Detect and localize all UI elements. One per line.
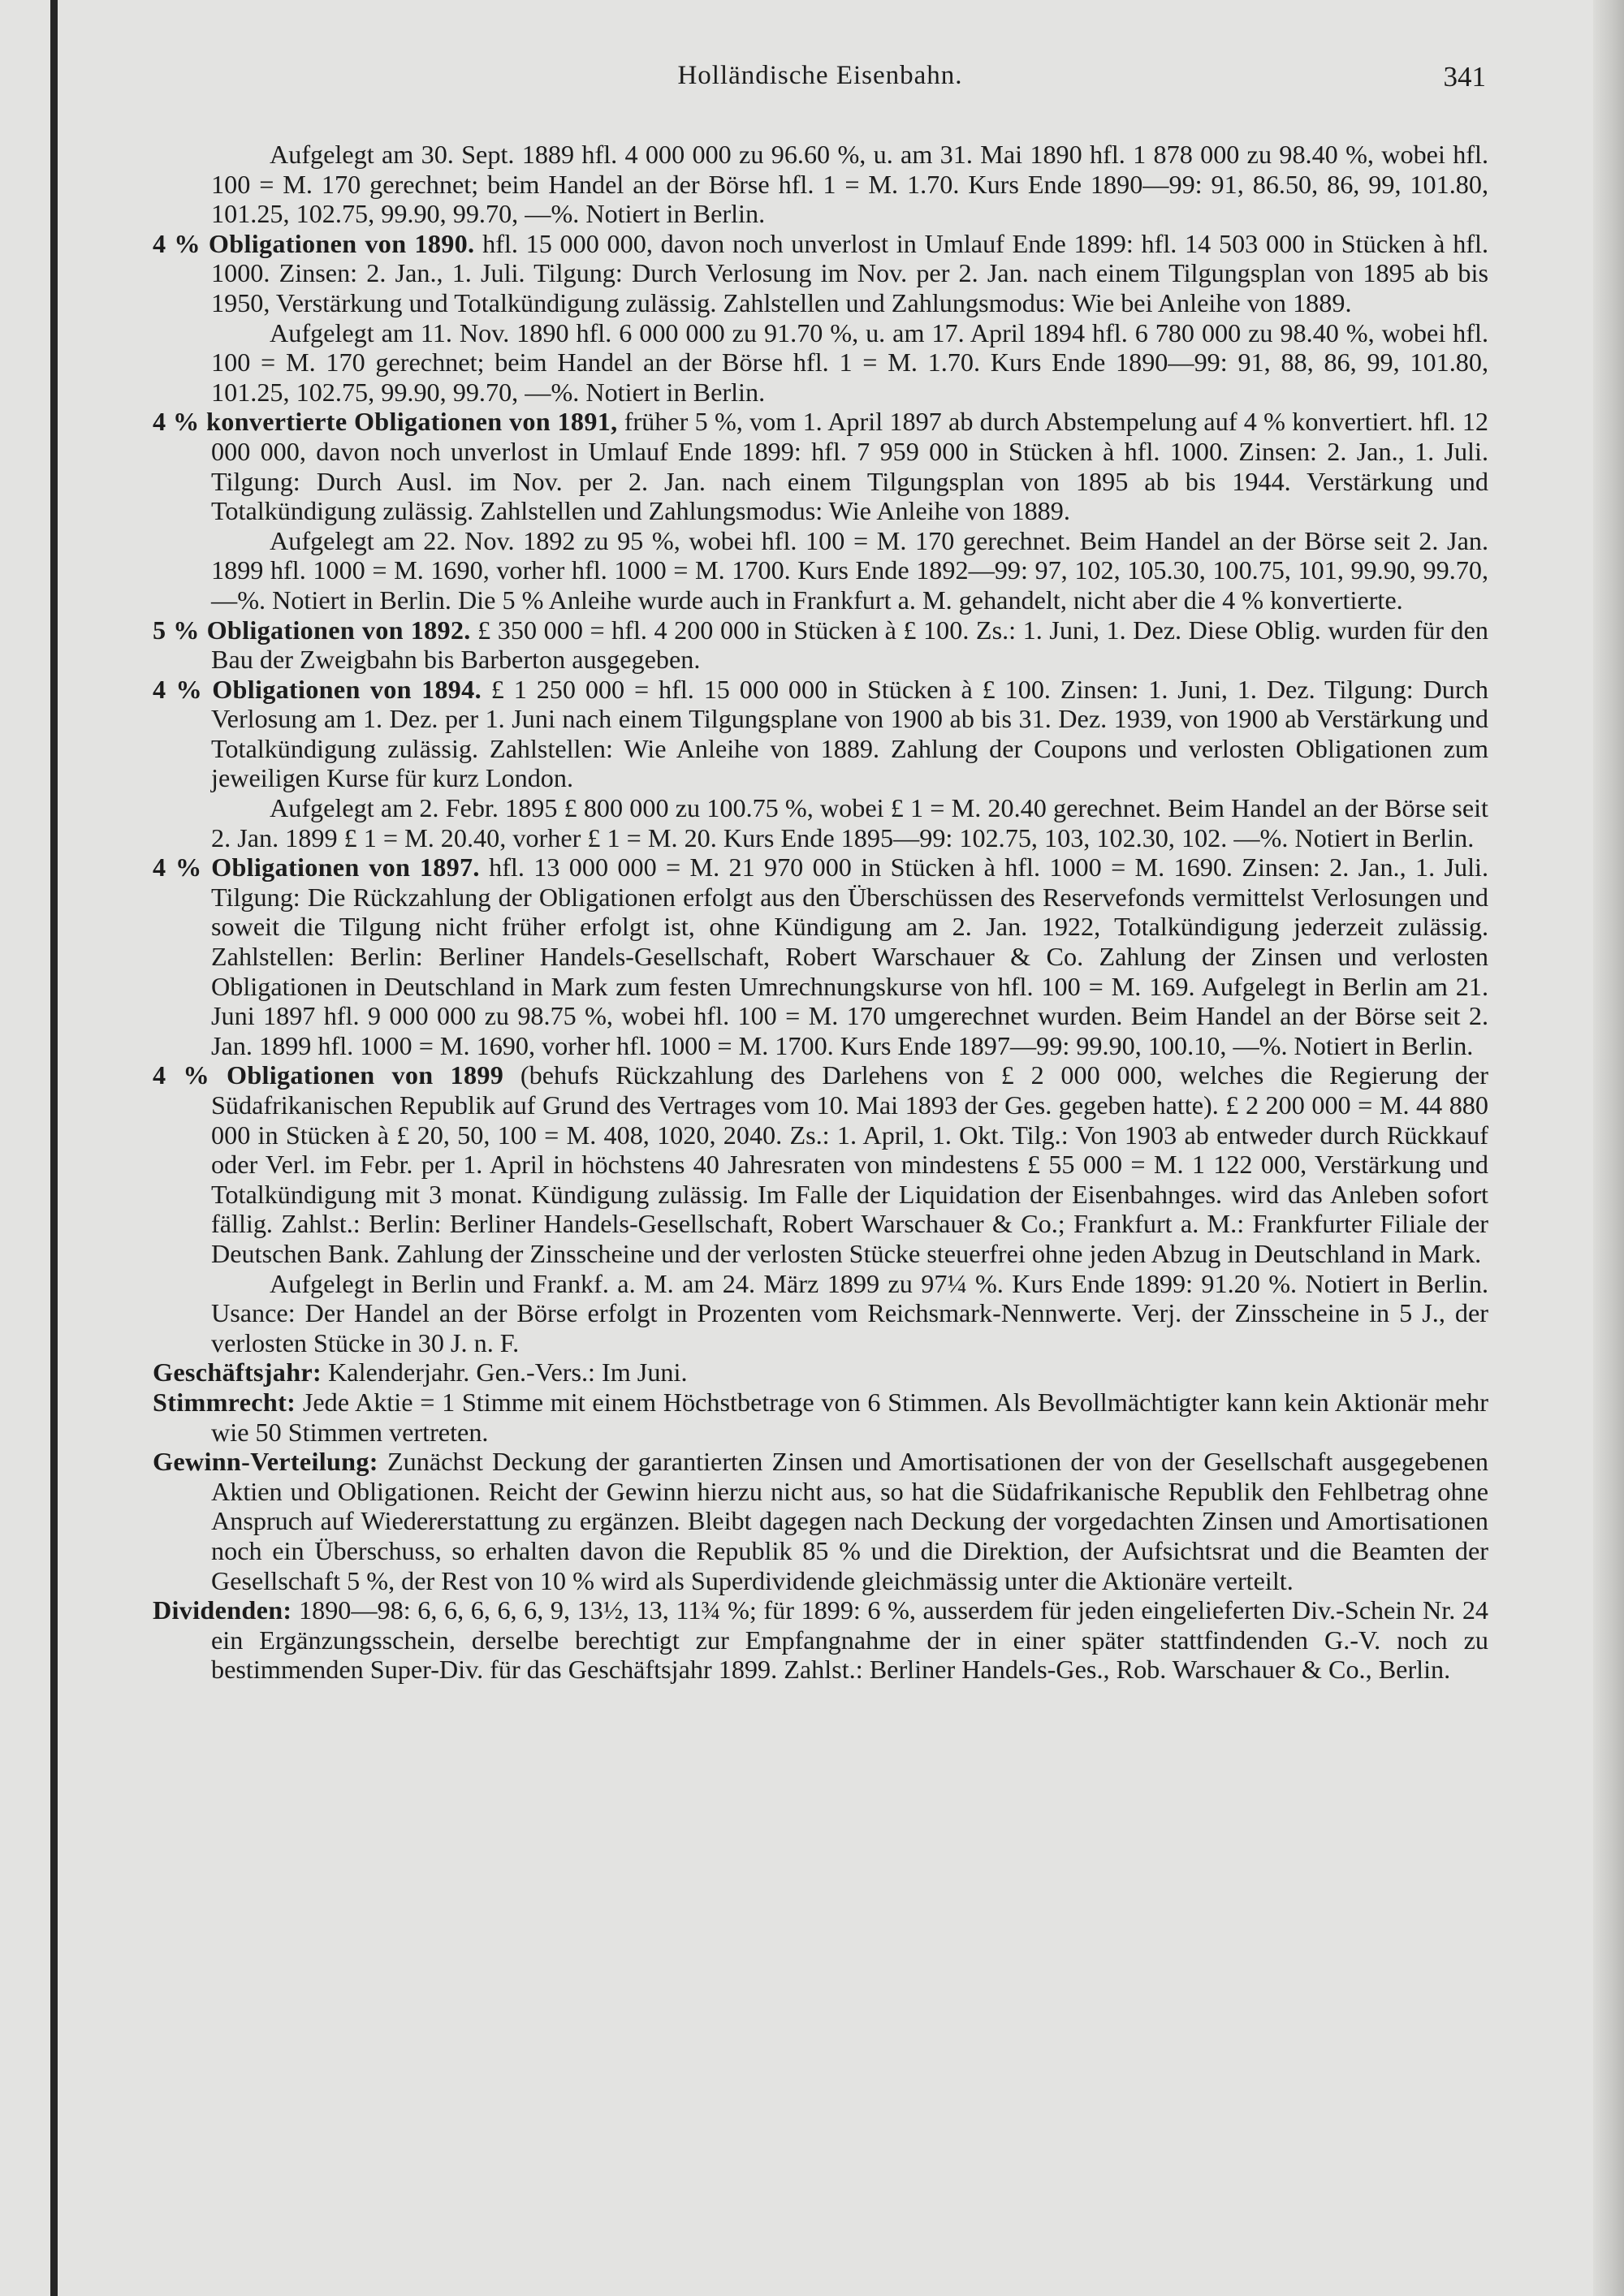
paragraph-text: Kalenderjahr. Gen.-Vers.: Im Juni. bbox=[328, 1357, 688, 1388]
bond-entry bbox=[153, 852, 1488, 1060]
paragraph bbox=[153, 1269, 1488, 1358]
paragraph bbox=[153, 793, 1488, 852]
paragraph-text: früher 5 %, vom 1. April 1897 ab durch Abstempelung auf 4 % konvertiert. hfl. 12 000 000, davon noch unverlost in Umlauf Ende 1899: hfl. 7 959 000 in Stücken à hfl. 1000. Zinsen: 2. Jan., 1. Juli. Tilgung: Durch Ausl. im Nov. per 2. Jan. nach einem Tilgungsplan von 1895 ab bis 1944. Verstärkung und Totalkündigung zulässig. Zahlstellen und Zahlungsmodus: Wie Anleihe von 1889. bbox=[211, 407, 1488, 526]
paragraph bbox=[153, 140, 1488, 229]
entry-heading: 4 % Obligationen von 1899 bbox=[153, 1060, 504, 1090]
bond-entry bbox=[153, 407, 1488, 525]
section-paragraph bbox=[153, 1447, 1488, 1595]
binding-edge bbox=[50, 0, 58, 2296]
bond-entry bbox=[153, 1060, 1488, 1268]
paragraph-text: Aufgelegt am 22. Nov. 1892 zu 95 %, wobei hfl. 100 = M. 170 gerechnet. Beim Handel an der Börse seit 2. Jan. 1899 hfl. 1000 = M. 1690, vorher hfl. 1000 = M. 1700. Kurs Ende 1892—99: 97, 102, 105.30, 100.75, 101, 99.90, 99.70, —%. Notiert in Berlin. Die 5 % Anleihe wurde auch in Frankfurt a. M. gehandelt, nicht aber die 4 % konvertierte. bbox=[211, 525, 1488, 615]
section-heading: Stimmrecht: bbox=[153, 1387, 296, 1417]
running-title: Holländische Eisenbahn. bbox=[677, 61, 963, 90]
body-text bbox=[153, 140, 1488, 1685]
paragraph bbox=[153, 318, 1488, 408]
paragraph-text: Aufgelegt am 2. Febr. 1895 £ 800 000 zu 100.75 %, wobei £ 1 = M. 20.40 gerechnet. Beim Handel an der Börse seit 2. Jan. 1899 £ 1 = M. 20.40, vorher £ 1 = M. 20. Kurs Ende 1895—99: 102.75, 103, 102.30, 102. —%. Notiert in Berlin. bbox=[211, 793, 1488, 852]
entry-heading: 5 % Obligationen von 1892. bbox=[153, 615, 471, 645]
bond-entry bbox=[153, 229, 1488, 318]
bond-entry bbox=[153, 675, 1488, 793]
paragraph-text: (behufs Rückzahlung des Darlehens von £ 2 000 000, welches die Regierung der Südafrikanischen Republik auf Grund des Vertrages vom 10. Mai 1893 der Ges. gegeben hatte). £ 2 200 000 = M. 44 880 000 in Stücken à £ 20, 50, 100 = M. 408, 1020, 2040. Zs.: 1. April, 1. Okt. Tilg.: Von 1903 ab entweder durch Rückkauf oder Verl. im Febr. per 1. April in höchstens 40 Jahresraten von mindestens £ 55 000 = M. 1 122 000, Verstärkung und Totalkündigung mit 3 monat. Kündigung zulässig. Im Falle der Liquidation der Eisenbahnges. wird das Anleben sofort fällig. Zahlst.: Berlin: Berliner Handels-Gesellschaft, Robert Warschauer & Co.; Frankfurt a. M.: Frankfurter Filiale der Deutschen Bank. Zahlung der Zinsscheine und der verlosten Stücke steuerfrei ohne jeden Abzug in Deutschland in Mark. bbox=[211, 1060, 1488, 1268]
section-paragraph bbox=[153, 1388, 1488, 1447]
paragraph-text: hfl. 13 000 000 = M. 21 970 000 in Stücken à hfl. 1000 = M. 1690. Zinsen: 2. Jan., 1. Juli. Tilgung: Die Rückzahlung der Obligationen erfolgt aus den Überschüssen des Reservefonds vermittelst Verlosungen und soweit die Tilgung nicht früher erfolgt ist, ohne Kündigung am 2. Jan. 1922, Totalkündigung jederzeit zulässig. Zahlstellen: Berlin: Berliner Handels-Gesellschaft, Robert Warschauer & Co. Zahlung der Zinsen und verlosten Obligationen in Deutschland in Mark zum festen Umrechnungskurse von hfl. 100 = M. 169. Aufgelegt in Berlin am 21. Juni 1897 hfl. 9 000 000 zu 98.75 %, wobei hfl. 100 = M. 170 umgerechnet wurden. Beim Handel an der Börse seit 2. Jan. 1899 hfl. 1000 = M. 1690, vorher hfl. 1000 = M. 1700. Kurs Ende 1897—99: 99.90, 100.10, —%. Notiert in Berlin. bbox=[211, 852, 1489, 1060]
page-edge-shadow bbox=[1593, 0, 1624, 2296]
paragraph-text: Zunächst Deckung der garantierten Zinsen und Amortisationen der von der Gesellschaft ausgegebenen Aktien und Obligationen. Reicht der Gewinn hierzu nicht aus, so hat die Südafrikanische Republik den Fehlbetrag ohne Anspruch auf Wiedererstattung zu ergänzen. Bleibt dagegen nach Deckung der vorgedachten Zinsen und Amortisationen noch ein Überschuss, so erhalten davon die Republik 85 % und die Direktion, der Aufsichtsrat und die Beamten der Gesellschaft 5 %, der Rest von 10 % wird als Superdividende gleichmässig unter die Aktionäre verteilt. bbox=[211, 1447, 1489, 1595]
paragraph-text: Aufgelegt am 11. Nov. 1890 hfl. 6 000 000 zu 91.70 %, u. am 17. April 1894 hfl. 6 780 000 zu 98.40 %, wobei hfl. 100 = M. 170 gerechnet; beim Handel an der Börse hfl. 1 = M. 1.70. Kurs Ende 1890—99: 91, 88, 86, 99, 101.80, 101.25, 102.75, 99.90, 99.70, —%. Notiert in Berlin. bbox=[211, 317, 1488, 407]
paragraph bbox=[153, 526, 1488, 615]
paragraph-text: Jede Aktie = 1 Stimme mit einem Höchstbetrage von 6 Stimmen. Als Bevollmächtigter kann kein Aktionär mehr wie 50 Stimmen vertreten. bbox=[211, 1387, 1488, 1447]
entry-heading: 4 % Obligationen von 1894. bbox=[153, 674, 482, 704]
paragraph-text: hfl. 15 000 000, davon noch unverlost in Umlauf Ende 1899: hfl. 14 503 000 in Stücken à hfl. 1000. Zinsen: 2. Jan., 1. Juli. Tilgung: Durch Verlosung im Nov. per 2. Jan. nach einem Tilgungsplan von 1895 ab bis 1950, Verstärkung und Totalkündigung zulässig. Zahlstellen und Zahlungsmodus: Wie bei Anleihe von 1889. bbox=[211, 228, 1488, 317]
entry-heading: 4 % konvertierte Obligationen von 1891, bbox=[153, 407, 618, 437]
entry-heading: 4 % Obligationen von 1897. bbox=[153, 852, 480, 883]
section-paragraph bbox=[153, 1595, 1488, 1685]
paragraph-text: £ 350 000 = hfl. 4 200 000 in Stücken à £ 100. Zs.: 1. Juni, 1. Dez. Diese Oblig. wurden für den Bau der Zweigbahn bis Barberton ausgegeben. bbox=[211, 615, 1488, 675]
paragraph-text: Aufgelegt in Berlin und Frankf. a. M. am 24. März 1899 zu 97¼ %. Kurs Ende 1899: 91.20 %. Notiert in Berlin. Usance: Der Handel an der Börse erfolgt in Prozenten vom Reichsmark-Nennwerte. Verj. der Zinsscheine in 5 J., der verlosten Stücke in 30 J. n. F. bbox=[211, 1268, 1488, 1357]
paragraph-text: £ 1 250 000 = hfl. 15 000 000 in Stücken à £ 100. Zinsen: 1. Juni, 1. Dez. Tilgung: Durch Verlosung am 1. Dez. per 1. Juni nach einem Tilgungsplane von 1900 ab bis 31. Dez. 1939, von 1900 ab Verstärkung und Totalkündigung zulässig. Zahlstellen: Wie Anleihe von 1889. Zahlung der Coupons und verlosten Obligationen zum jeweiligen Kurse für kurz London. bbox=[211, 674, 1489, 793]
section-paragraph bbox=[153, 1357, 1488, 1388]
section-heading: Geschäftsjahr: bbox=[153, 1357, 322, 1388]
bond-entry bbox=[153, 615, 1488, 675]
page-number: 341 bbox=[1443, 61, 1486, 93]
page-header bbox=[154, 61, 1486, 101]
paragraph-text: 1890—98: 6, 6, 6, 6, 6, 9, 13½, 13, 11¾ %; für 1899: 6 %, ausserdem für jeden eingelieferten Div.-Schein Nr. 24 ein Ergänzungsschein, derselbe berechtigt zur Empfangnahme der in einer später stattfindenden G.-V. noch zu bestimmenden Super-Div. für das Geschäftsjahr 1899. Zahlst.: Berliner Handels-Ges., Rob. Warschauer & Co., Berlin. bbox=[211, 1595, 1489, 1685]
entry-heading: 4 % Obligationen von 1890. bbox=[153, 228, 475, 258]
section-heading: Dividenden: bbox=[153, 1595, 292, 1625]
section-heading: Gewinn-Verteilung: bbox=[153, 1447, 378, 1477]
paragraph-text: Aufgelegt am 30. Sept. 1889 hfl. 4 000 000 zu 96.60 %, u. am 31. Mai 1890 hfl. 1 878 000 zu 98.40 %, wobei hfl. 100 = M. 170 gerechnet; beim Handel an der Börse hfl. 1 = M. 1.70. Kurs Ende 1890—99: 91, 86.50, 86, 99, 101.80, 101.25, 102.75, 99.90, 99.70, —%. Notiert in Berlin. bbox=[211, 140, 1488, 229]
